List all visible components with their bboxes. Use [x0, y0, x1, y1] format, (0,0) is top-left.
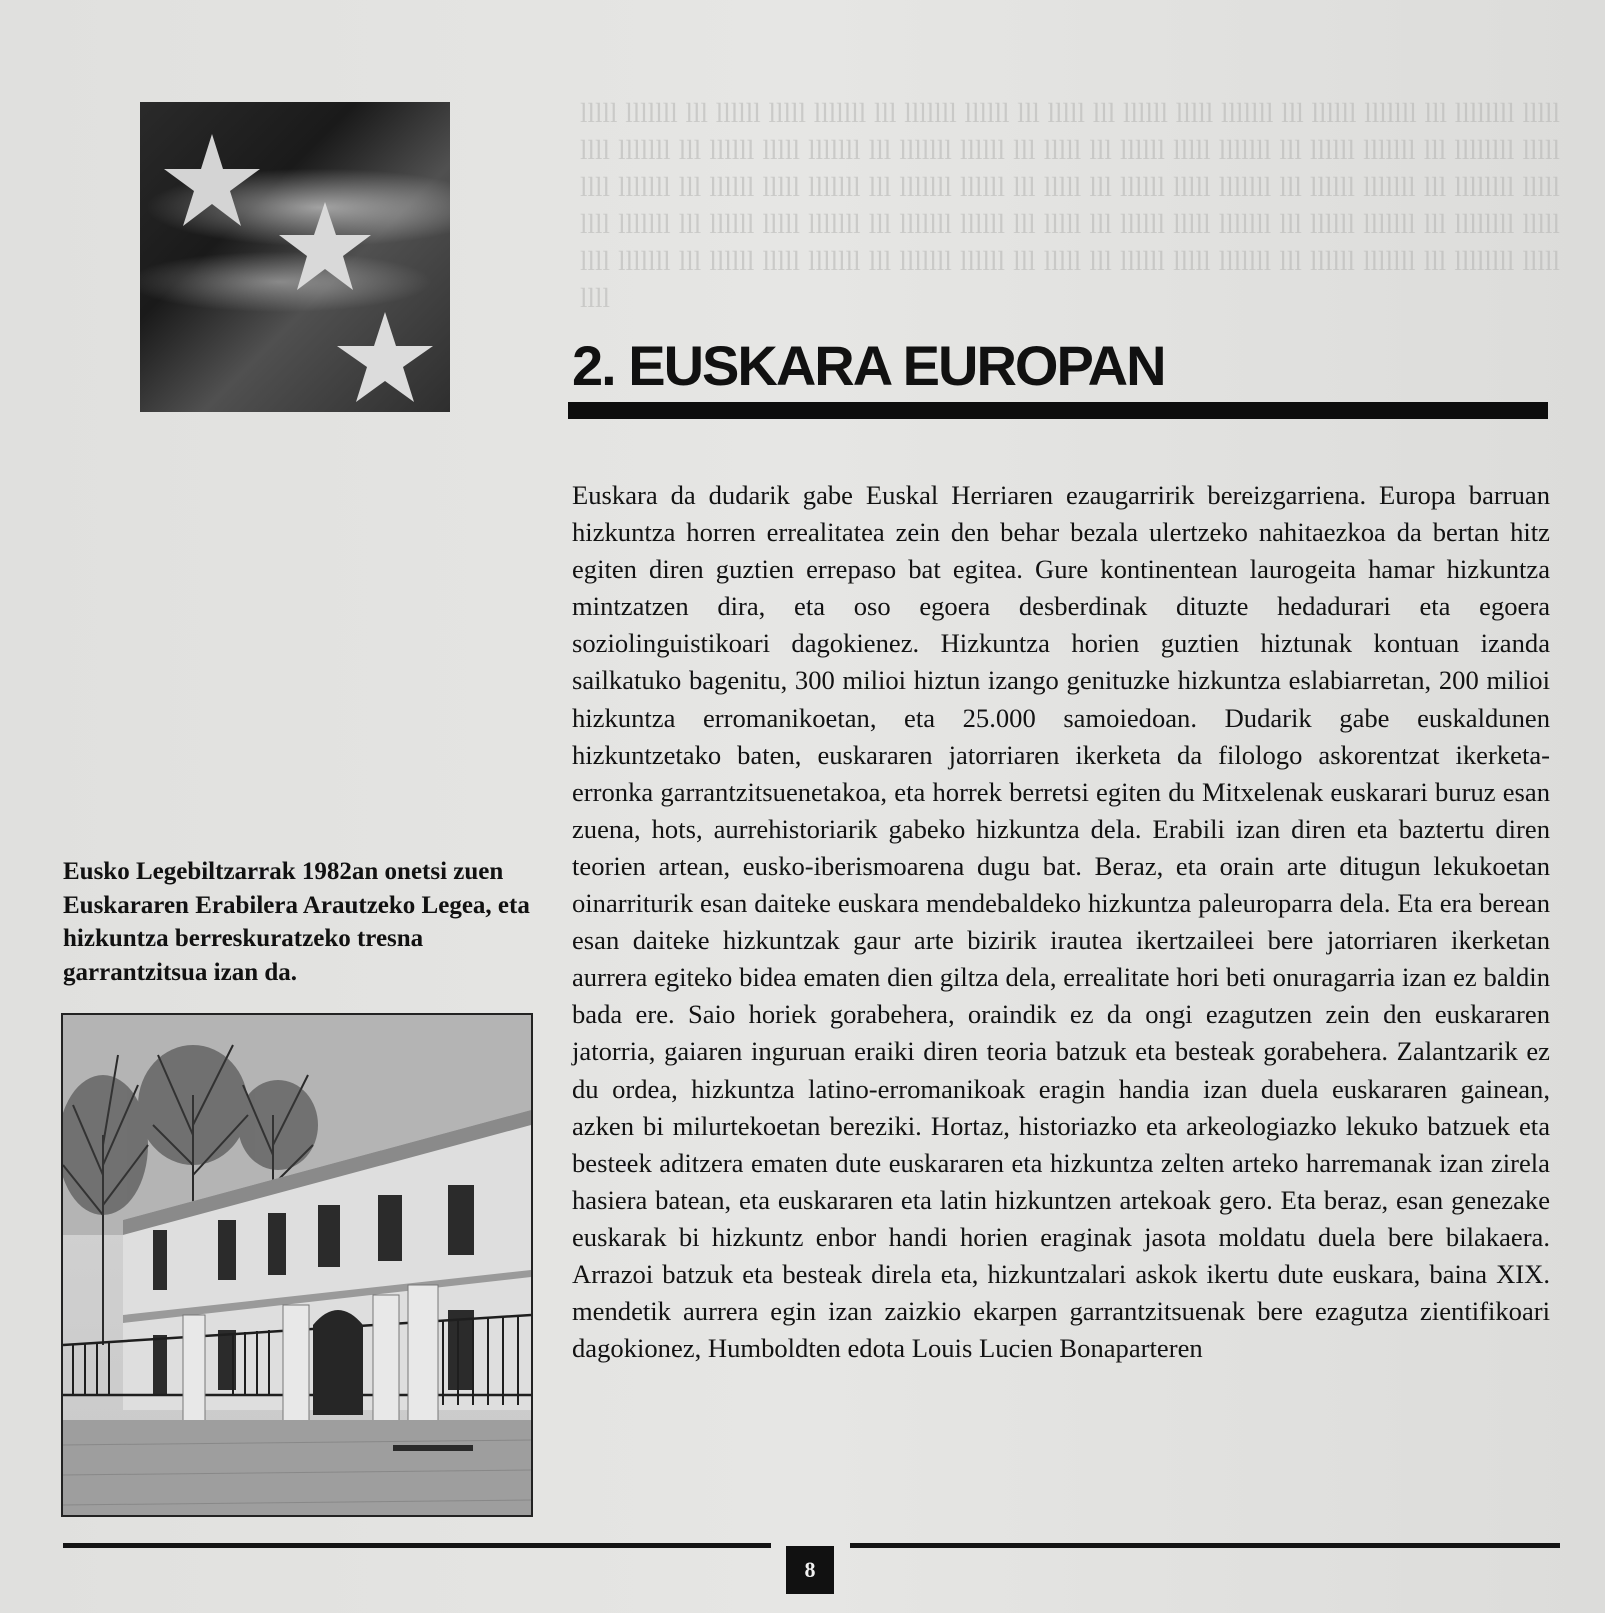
- section-heading: 2. EUSKARA EUROPAN: [572, 334, 1165, 397]
- star-icon-group: [140, 102, 450, 412]
- parliament-building-photo: [61, 1013, 533, 1517]
- photo-caption: Eusko Legebiltzarrak 1982an onetsi zuen Euskararen Erabilera Arautzeko Legea, eta hizkuntza berreskuratzeko tresna garrantzitsua izan da.: [63, 858, 530, 986]
- star-icon: [337, 312, 433, 402]
- bleed-through-texture: lllll lllllll lll llllll lllll lllllll lll lllllll llllll lll lllll lll llllll lllll lllllll lll llllll lllllll lll llllllll lllll llll lllllll lll llllll lllll lllllll lll lllllll llllll lll lllll lll llllll lllll lllllll lll llllll lllllll lll llllllll lllll llll lllllll lll llllll lllll lllllll lll lllllll llllll lll lllll lll llllll lllll lllllll lll llllll lllllll lll llllllll lllll llll lllllll lll llllll lllll lllllll lll lllllll llllll lll lllll lll llllll lllll lllllll lll llllll lllllll lll llllllll lllll llll lllllll lll llllll lllll lllllll lll lllllll llllll lll lllll lll llllll lllll lllllll lll llllll lllllll lll llllllll lllll llll: [580, 98, 1560, 313]
- footer-rule-left: [63, 1543, 771, 1548]
- page-number: 8: [786, 1546, 834, 1594]
- star-icon: [279, 202, 371, 290]
- body-paragraph: Euskara da dudarik gabe Euskal Herriaren ezaugarririk bereizgarriena. Europa barruan hizkuntza horren errealitatea zein den behar bezala ulertzeko nahitaezkoa da bertan hitz egiten diren guztien errepaso bat egitea. Gure kontinentean laurogeita hamar hizkuntza mintzatzen dira, eta oso egoera desberdinak dituzte hedadurari eta egoera soziolinguistikoari dagokienez. Hizkuntza horien guztien hiztunak kontuan izanda sailkatuko bagenitu, 300 milioi hiztun izango genituzke hizkuntza eslabiarretan, 200 milioi hizkuntza erromanikoetan, eta 25.000 samoiedoan. Dudarik gabe euskaldunen hizkuntzetako baten, euskararen jatorriaren ikerketa da filologo askorentzat ikerketa-erronka garrantzitsuenetakoa, eta horrek berretsi egiten du Mitxelenak euskarari buruz esan zuena, hots, aurrehistoriarik gabeko hizkuntza dela. Erabili izan diren eta baztertu diren teorien artean, eusko-iberismoarena dugu bat. Beraz, eta orain arte ditugun lekukoetan oinarriturik esan daiteke euskara mendebaldeko hizkuntza paleuroparra dela. Eta era berean esan daiteke hizkuntzak gaur arte bizirik irautea ikertzaileei bere jatorriaren ikerketan aurrera egiteko bidea ematen dien giltza dela, errealitate hori beti onuragarria izan ez baldin bada ere. Saio horiek gorabehera, oraindik ez da ongi ezagutzen zein den euskararen jatorria, gaiaren inguruan eraiki diren teoria batzuk eta besteak gorabehera. Zalantzarik ez du ordea, hizkuntza latino-erromanikoak eragin handia izan duela euskararen gainean, azken bi milurtekoetan bereziki. Hortaz, historiazko eta arkeologiazko lekuko batzuek eta besteek aditzera ematen dute euskararen eta hizkuntza zelten arteko harremanak izan zirela hasiera batean, eta euskararen eta latin hizkuntzen artekoak gero. Eta beraz, esan genezake euskarak bi hizkuntz enbor handi horien eraginak jasota moldatu duela bere bilakaera. Arrazoi batzuk eta besteak direla eta, hizkuntzalari askok ikertu dute euskara, baina XIX. mendetik aurrera egin izan zaizkio ekarpen garrantzitsuenak bere ezagutza zientifikoari dagokionez, Humboldten edota Louis Lucien Bonaparteren: [572, 480, 1550, 1364]
- footer-rule-right: [850, 1543, 1560, 1548]
- star-icon: [164, 134, 260, 226]
- heading-rule: [568, 402, 1548, 419]
- building-illustration: [63, 1015, 531, 1515]
- eu-stars-photo: [140, 102, 450, 412]
